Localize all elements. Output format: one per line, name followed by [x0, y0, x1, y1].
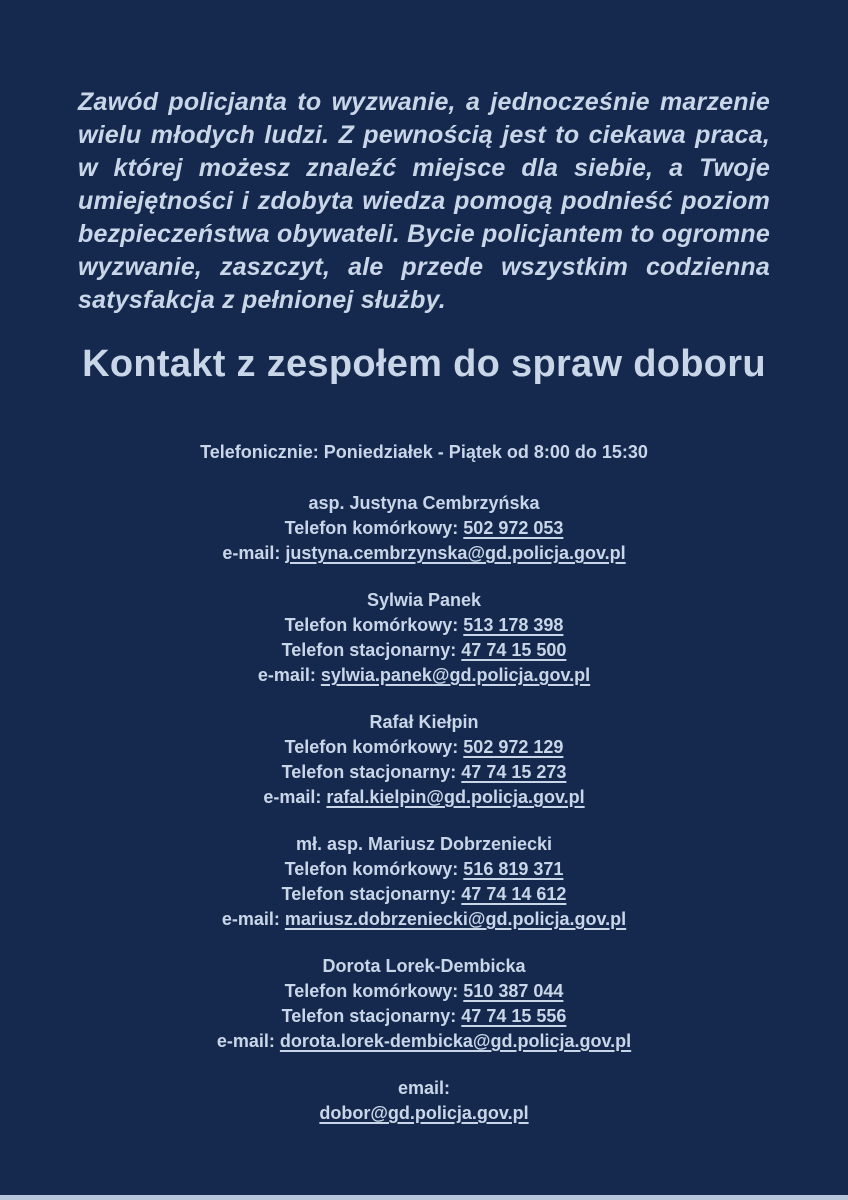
- email-link[interactable]: mariusz.dobrzeniecki@gd.policja.gov.pl: [284, 909, 627, 929]
- contact-card: [0, 710, 848, 810]
- footer-email-link[interactable]: dobor@gd.policja.gov.pl: [319, 1103, 529, 1123]
- landline-label: Telefon stacjonarny:: [281, 1006, 457, 1026]
- mobile-label: Telefon komórkowy:: [284, 981, 459, 1001]
- contact-email-line: [0, 785, 848, 810]
- contact-mobile-line: [0, 857, 848, 882]
- email-link[interactable]: rafal.kielpin@gd.policja.gov.pl: [326, 787, 585, 807]
- contact-mobile-line: [0, 613, 848, 638]
- contact-mobile-line: [0, 735, 848, 760]
- landline-label: Telefon stacjonarny:: [281, 884, 457, 904]
- mobile-number-link[interactable]: 513 178 398: [463, 615, 564, 635]
- contact-card: [0, 588, 848, 688]
- mobile-label: Telefon komórkowy:: [284, 518, 459, 538]
- mobile-number-link[interactable]: 502 972 053: [463, 518, 564, 538]
- landline-label: Telefon stacjonarny:: [281, 762, 457, 782]
- contact-landline-line: [0, 760, 848, 785]
- footer-email-label: email:: [397, 1078, 451, 1098]
- contact-name: Dorota Lorek-Dembicka: [322, 956, 526, 976]
- contact-email-line: [0, 663, 848, 688]
- email-label: e-mail:: [221, 909, 280, 929]
- email-label: e-mail:: [216, 1031, 275, 1051]
- schedule-line: Telefonicznie: Poniedziałek - Piątek od 8:00 do 15:30: [200, 442, 648, 462]
- contact-name: Sylwia Panek: [366, 590, 482, 610]
- mobile-label: Telefon komórkowy:: [284, 615, 459, 635]
- landline-number-link[interactable]: 47 74 15 500: [461, 640, 567, 660]
- email-label: e-mail:: [222, 543, 281, 563]
- bottom-strip: [0, 1195, 848, 1200]
- landline-number-link[interactable]: 47 74 15 556: [461, 1006, 567, 1026]
- contact-landline-line: [0, 638, 848, 663]
- contact-mobile-line: [0, 516, 848, 541]
- contact-card: [0, 832, 848, 932]
- mobile-number-link[interactable]: 516 819 371: [463, 859, 564, 879]
- email-link[interactable]: dorota.lorek-dembicka@gd.policja.gov.pl: [279, 1031, 632, 1051]
- contact-landline-line: [0, 1004, 848, 1029]
- mobile-number-link[interactable]: 502 972 129: [463, 737, 564, 757]
- contact-landline-line: [0, 882, 848, 907]
- contact-name: mł. asp. Mariusz Dobrzeniecki: [295, 834, 553, 854]
- contact-email-line: [0, 1029, 848, 1054]
- contact-email-line: [0, 907, 848, 932]
- contact-name: Rafał Kiełpin: [369, 712, 479, 732]
- email-label: e-mail:: [257, 665, 316, 685]
- mobile-label: Telefon komórkowy:: [284, 737, 459, 757]
- landline-label: Telefon stacjonarny:: [281, 640, 457, 660]
- email-link[interactable]: justyna.cembrzynska@gd.policja.gov.pl: [285, 543, 626, 563]
- mobile-label: Telefon komórkowy:: [284, 859, 459, 879]
- email-link[interactable]: sylwia.panek@gd.policja.gov.pl: [320, 665, 591, 685]
- contact-card: [0, 954, 848, 1054]
- footer-email-section: [0, 1076, 848, 1126]
- intro-paragraph: Zawód policjanta to wyzwanie, a jednocześnie marzenie wielu młodych ludzi. Z pewnością jest to ciekawa praca, w której możesz znaleźć miejsce dla siebie, a Twoje umiejętności i zdobyta wiedza pomogą podnieść poziom bezpieczeństwa obywateli. Bycie policjantem to ogromne wyzwanie, zaszczyt, ale przede wszystkim codzienna satysfakcja z pełnionej służby.: [78, 88, 770, 314]
- landline-number-link[interactable]: 47 74 15 273: [461, 762, 567, 782]
- contact-name: asp. Justyna Cembrzyńska: [308, 493, 540, 513]
- mobile-number-link[interactable]: 510 387 044: [463, 981, 564, 1001]
- email-label: e-mail:: [263, 787, 322, 807]
- footer-email-line: [0, 1101, 848, 1126]
- contact-email-line: [0, 541, 848, 566]
- page-title: Kontakt z zespołem do spraw doboru: [82, 343, 766, 385]
- contact-card: [0, 491, 848, 566]
- landline-number-link[interactable]: 47 74 14 612: [461, 884, 567, 904]
- contact-mobile-line: [0, 979, 848, 1004]
